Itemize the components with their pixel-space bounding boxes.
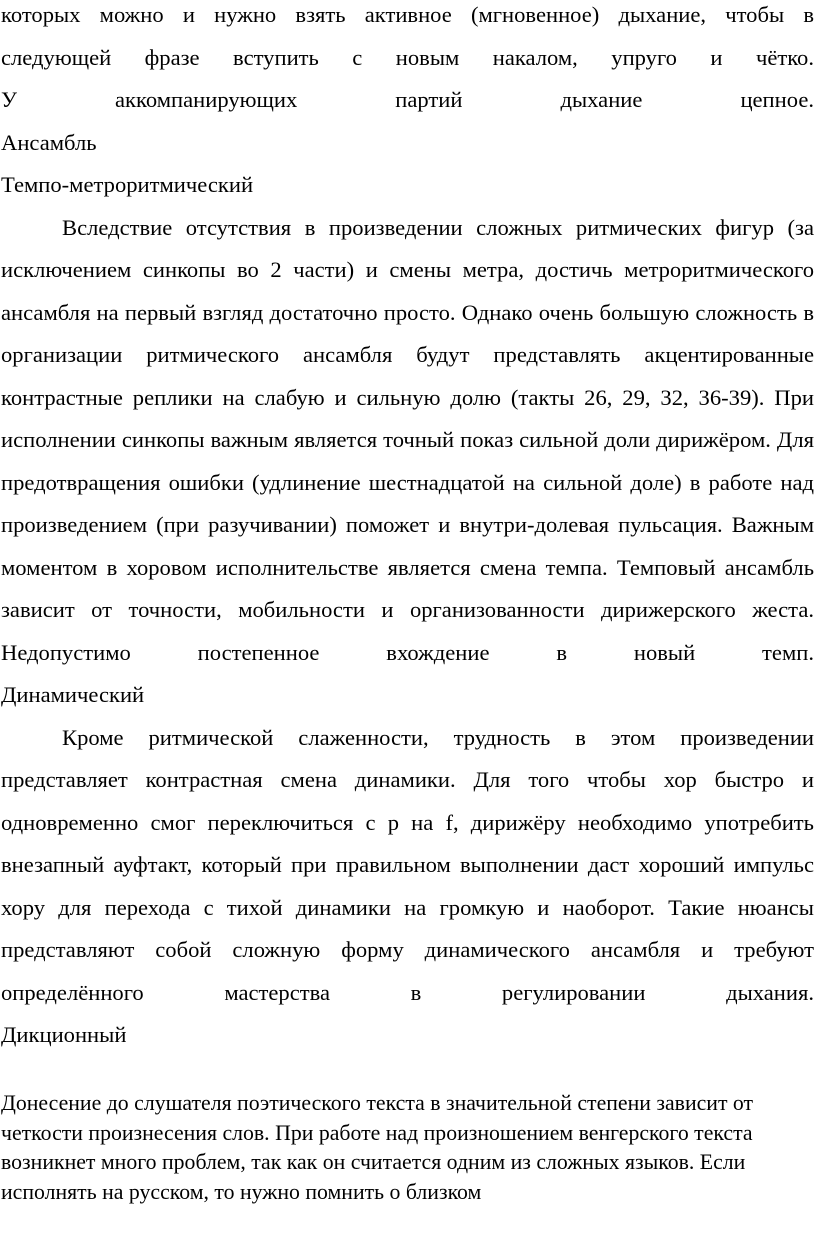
intro-line-2: следующей фразе вступить с новым накалом, упруго и чётко. [1,44,814,70]
heading-ensemble: Ансамбль [1,129,97,155]
diction-paragraph: Донесение до слушателя поэтического текста в значительной степени зависит от четкости произнесения слов. При работе над произношением венгерского текста возникнет много проблем, так как он считается одним из сложных языков. Если исполнять на русском, то нужно помнить о близком [1,1091,754,1204]
intro-line-1: которых можно и нужно взять активное (мгновенное) дыхание, чтобы в [1,2,814,27]
tempo-paragraph: Вследствие отсутствия в произведении сложных ритмических фигур (за исключением синкопы во 2 части) и смены метра, достичь метроритмического ансамбля на первый взгляд достаточно просто. Однако очень большую сложность в организации ритмического ансамбля будут представлять акцентированные контрастные реплики на слабую и сильную долю (такты 26, 29, 32, 36-39). При исполнении синкопы важным является точный показ сильной доли дирижёром. Для предотвращения ошибки (удлинение шестнадцатой на сильной доле) в работе над произведением (при разучивании) поможет и внутри-долевая пульсация. Важным моментом в хоровом исполнительстве является смена темпа. Темповый ансамбль зависит от точности, мобильности и организованности дирижерского жеста. Недопустимо постепенное вхождение в новый темп. [1,214,814,665]
heading-dynamic: Динамический [1,682,145,707]
intro-line-3: У аккомпанирующих партий дыхание цепное. [1,87,814,112]
heading-tempo-metrorhythmic: Темпо-метроритмический [1,172,254,197]
diction-section [1,1089,801,1207]
dynamic-paragraph: Кроме ритмической слаженности, трудность в этом произведении представляет контрастная смена динамики. Для того чтобы хор быстро и одновременно смог переключиться с p на f, дирижёру необходимо употребить внезапный ауфтакт, который при правильном выполнении даст хороший импульс хору для перехода с тихой динамики на громкую и наоборот. Такие нюансы представляют собой сложную форму динамического ансамбля и требуют определённого мастерства в регулировании дыхания. [1,724,814,1005]
heading-diction: Дикционный [1,1022,127,1047]
